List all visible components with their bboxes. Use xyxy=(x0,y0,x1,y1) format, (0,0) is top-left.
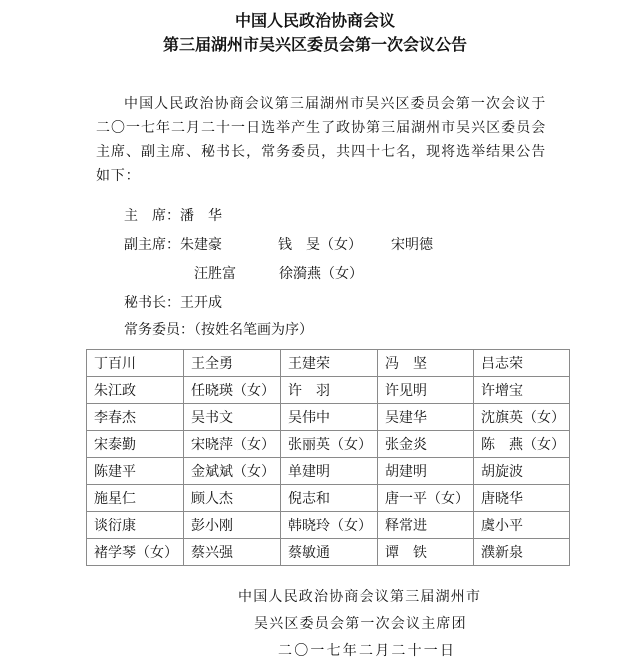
member-cell: 蔡敏通 xyxy=(281,539,378,566)
member-cell: 陈建平 xyxy=(87,458,184,485)
member-cell: 释常进 xyxy=(378,512,474,539)
member-cell: 冯 坚 xyxy=(378,350,474,377)
announcement-paragraph: 中国人民政治协商会议第三届湖州市吴兴区委员会第一次会议于二〇一七年二月二十一日选举产生了政协第三届湖州市吴兴区委员会主席、副主席、秘书长，常务委员，共四十七名，现将选举结果公告如下： xyxy=(96,96,546,184)
member-cell: 胡建明 xyxy=(378,458,474,485)
vice-chair-name: 徐漪燕（女） xyxy=(279,266,363,282)
member-cell: 唐一平（女） xyxy=(378,485,474,512)
member-cell: 吴伟中 xyxy=(281,404,378,431)
notice-title-line2: 第三届湖州市吴兴区委员会第一次会议公告 xyxy=(162,35,467,54)
member-cell: 张金炎 xyxy=(378,431,474,458)
member-cell: 许 羽 xyxy=(281,377,378,404)
member-cell: 许增宝 xyxy=(474,377,570,404)
member-cell: 沈旗英（女） xyxy=(474,404,570,431)
table-row xyxy=(87,431,570,458)
table-row xyxy=(87,377,570,404)
member-cell: 王全勇 xyxy=(184,350,281,377)
member-cell: 虞小平 xyxy=(474,512,570,539)
vice-chair-line-1 xyxy=(124,235,433,255)
issuer-line-2: 吴兴区委员会第一次会议主席团 xyxy=(254,616,467,632)
member-cell: 陈 燕（女） xyxy=(474,431,570,458)
vice-chair-name: 钱 旻（女） xyxy=(278,237,362,253)
table-row xyxy=(87,458,570,485)
vice-chair-name: 汪胜富 xyxy=(194,266,236,282)
member-cell: 倪志和 xyxy=(281,485,378,512)
issue-date: 二〇一七年二月二十一日 xyxy=(278,643,457,659)
table-row xyxy=(87,350,570,377)
member-cell: 李春杰 xyxy=(87,404,184,431)
vice-chair-line-2 xyxy=(194,264,363,284)
table-row xyxy=(87,539,570,566)
member-cell: 吴建华 xyxy=(378,404,474,431)
member-cell: 施星仁 xyxy=(87,485,184,512)
secretary-line xyxy=(124,293,222,313)
standing-members-label: 常务委员：（按姓名笔画为序） xyxy=(124,322,313,338)
member-cell: 金斌斌（女） xyxy=(184,458,281,485)
issuer-line-1: 中国人民政治协商会议第三届湖州市 xyxy=(238,589,482,605)
member-cell: 吴书文 xyxy=(184,404,281,431)
member-cell: 蔡兴强 xyxy=(184,539,281,566)
member-cell: 宋泰勤 xyxy=(87,431,184,458)
member-cell: 丁百川 xyxy=(87,350,184,377)
member-cell: 韩晓玲（女） xyxy=(281,512,378,539)
chair-name: 潘 华 xyxy=(180,208,222,224)
secretary-name: 王开成 xyxy=(180,295,222,311)
member-cell: 濮新泉 xyxy=(474,539,570,566)
member-cell: 张丽英（女） xyxy=(281,431,378,458)
vice-chair-label: 副主席： xyxy=(124,237,180,253)
table-row xyxy=(87,512,570,539)
member-cell: 单建明 xyxy=(281,458,378,485)
member-cell: 唐晓华 xyxy=(474,485,570,512)
member-cell: 彭小刚 xyxy=(184,512,281,539)
member-cell: 任晓瑛（女） xyxy=(184,377,281,404)
chair-label: 主 席： xyxy=(124,208,180,224)
member-cell: 胡旋波 xyxy=(474,458,570,485)
member-cell: 顾人杰 xyxy=(184,485,281,512)
member-cell: 谭 铁 xyxy=(378,539,474,566)
vice-chair-name: 朱建豪 xyxy=(180,237,222,253)
member-cell: 王建荣 xyxy=(281,350,378,377)
member-cell: 谈衍康 xyxy=(87,512,184,539)
secretary-label: 秘书长： xyxy=(124,295,180,311)
standing-members-table xyxy=(86,349,570,566)
member-cell: 吕志荣 xyxy=(474,350,570,377)
chair-line xyxy=(124,206,222,226)
table-row xyxy=(87,404,570,431)
member-cell: 朱江政 xyxy=(87,377,184,404)
member-cell: 许见明 xyxy=(378,377,474,404)
table-row xyxy=(87,485,570,512)
vice-chair-name: 宋明德 xyxy=(391,237,433,253)
member-cell: 褚学琴（女） xyxy=(87,539,184,566)
member-cell: 宋晓萍（女） xyxy=(184,431,281,458)
notice-title-line1: 中国人民政治协商会议 xyxy=(234,11,395,30)
